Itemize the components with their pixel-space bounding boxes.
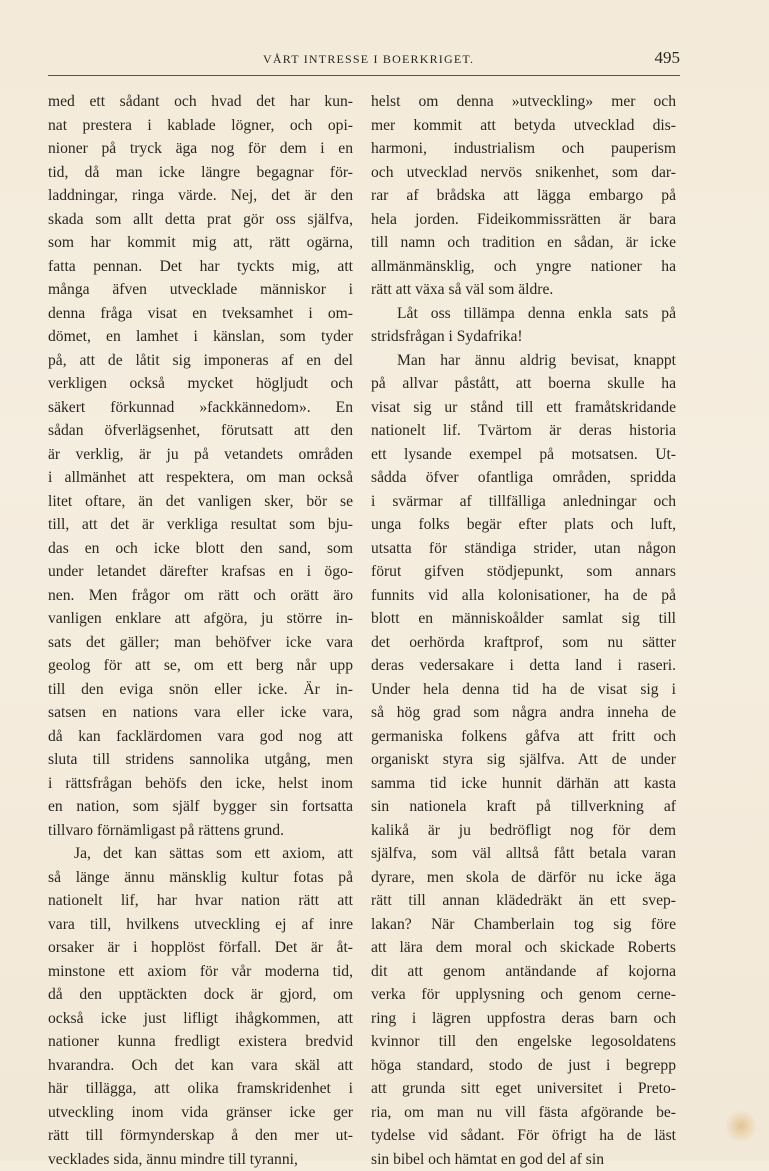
text-line: till, att det är verkliga resultat som bju- [48, 513, 353, 537]
text-line: stridsfrågan i Sydafrika! [371, 325, 676, 349]
text-line: allmänmänsklig, och yngre nationer ha [371, 255, 676, 279]
text-line: rätt till förmynderskap å den mer ut- [48, 1124, 353, 1148]
text-line: ring i lägren uppfostra deras barn och [371, 1007, 676, 1031]
text-line: unga folks begär efter plats och luft, [371, 513, 676, 537]
text-line: samma tid icke hunnit därhän att kasta [371, 772, 676, 796]
text-line: rätt att växa så väl som äldre. [371, 278, 676, 302]
text-line: das en och icke blott den sand, som [48, 537, 353, 561]
text-line: att grunda sitt eget universitet i Preto- [371, 1077, 676, 1101]
text-line: under letandet därefter krafsas en i ögo- [48, 560, 353, 584]
text-line: då kan facklärdomen vara god nog att [48, 725, 353, 749]
text-line: Man har ännu aldrig bevisat, knappt [371, 349, 676, 373]
text-line: germaniska folkens gåfva att fritt och [371, 725, 676, 749]
text-line: skada som allt detta prat gör oss själfva, [48, 208, 353, 232]
text-line: kvinnor till den engelske legosoldatens [371, 1030, 676, 1054]
text-line: och utvecklad nervös snikenhet, som dar- [371, 161, 676, 185]
text-line: med ett sådant och hvad det har kun- [48, 90, 353, 114]
text-line: rätt till annan klädedräkt än ett svep- [371, 889, 676, 913]
text-line: sin nationela kraft på tillverkning af [371, 795, 676, 819]
text-line: sin bibel och hämtat en god del af sin [371, 1148, 676, 1171]
text-line: själfva, som väl alltså fått betala varan [371, 842, 676, 866]
text-line: organiskt styra sig själfva. Att de under [371, 748, 676, 772]
text-line: hela jorden. Fideikommissrätten är bara [371, 208, 676, 232]
text-line: dit att genom antändande af kojorna [371, 960, 676, 984]
text-line: nat prestera i kablade lögner, och opi- [48, 114, 353, 138]
text-line: funnits vid alla kolonisationer, ha de på [371, 584, 676, 608]
text-line: tydelse vid sådant. För öfrigt ha de läst [371, 1124, 676, 1148]
page-number: 495 [655, 48, 681, 68]
text-line: en nation, som själf bygger sin fortsatta [48, 795, 353, 819]
text-line: sådda öfver ofantliga områden, spridda [371, 466, 676, 490]
text-line: många äfven utvecklade människor i [48, 278, 353, 302]
text-line: i allmänhet att respektera, om man också [48, 466, 353, 490]
text-line: sats det gäller; man behöfver icke vara [48, 631, 353, 655]
text-line: till namn och tradition en sådan, är icke [371, 231, 676, 255]
text-line: orsaker är i hopplöst förfall. Det är åt- [48, 936, 353, 960]
text-line: att lära dem moral och skickade Roberts [371, 936, 676, 960]
text-line: kalikå är ju bedröfligt nog för dem [371, 819, 676, 843]
text-line: nationelt lif, har hvar nation rätt att [48, 889, 353, 913]
text-line: Låt oss tillämpa denna enkla sats på [371, 302, 676, 326]
text-line: lakan? När Chamberlain tog sig före [371, 913, 676, 937]
text-line: ria, om man nu vill fästa afgörande be- [371, 1101, 676, 1125]
text-line: dömet, en lamhet i känslan, som tyder [48, 325, 353, 349]
text-line: på allvar påstått, att boerna skulle ha [371, 372, 676, 396]
text-line: nationelt lif. Tvärtom är deras historia [371, 419, 676, 443]
left-column [48, 90, 353, 1171]
text-line: vecklades sida, ännu mindre till tyranni, [48, 1148, 353, 1171]
text-line: minstone ett axiom för vår moderna tid, [48, 960, 353, 984]
text-line: i rättsfrågan behöfs den icke, helst inom [48, 772, 353, 796]
text-line: så hög grad som några andra inneha de [371, 701, 676, 725]
text-line: sådan öfverlägsenhet, förutsatt att den [48, 419, 353, 443]
text-line: också icke just lifligt ihågkommen, att [48, 1007, 353, 1031]
text-line: satsen en nations vara eller icke vara, [48, 701, 353, 725]
text-line: vara till, hvilkens utveckling ej af inre [48, 913, 353, 937]
text-line: mer kommit att betyda utvecklad dis- [371, 114, 676, 138]
text-line: utveckling inom vida gränser icke ger [48, 1101, 353, 1125]
text-line: säkert förkunnad »fackkännedom». En [48, 396, 353, 420]
header-title: VÅRT INTRESSE I BOERKRIGET. [263, 52, 474, 67]
text-line: nioner på tryck äga nog för dem i en [48, 137, 353, 161]
text-line: vanligen enklare att afgöra, ju större in- [48, 607, 353, 631]
text-line: verka för upplysning och genom cerne- [371, 983, 676, 1007]
text-line: sluta till stridens sannolika utgång, men [48, 748, 353, 772]
text-line: då den upptäckten dock är gjord, om [48, 983, 353, 1007]
text-line: förut gifven stödjepunkt, som annars [371, 560, 676, 584]
running-header [48, 52, 680, 76]
text-line: Under hela denna tid ha de visat sig i [371, 678, 676, 702]
text-line: nen. Men frågor om rätt och orätt äro [48, 584, 353, 608]
text-line: denna fråga visat en tveksamhet i om- [48, 302, 353, 326]
text-line: geolog för att se, om ett berg når upp [48, 654, 353, 678]
text-line: till den eviga snön eller icke. Är in- [48, 678, 353, 702]
text-line: dyrare, men skola de därför nu icke äga [371, 866, 676, 890]
text-line: i svärmar af tillfälliga anledningar och [371, 490, 676, 514]
text-line: på, att de låtit sig imponeras af en del [48, 349, 353, 373]
text-line: tid, då man icke längre begagnar för- [48, 161, 353, 185]
text-line: tillvaro förnämligast på rättens grund. [48, 819, 353, 843]
text-line: som har kommit mig att, rätt ogärna, [48, 231, 353, 255]
text-line: hvarandra. Och det kan vara skäl att [48, 1054, 353, 1078]
text-line: visat sig ur stånd till ett framåtskridande [371, 396, 676, 420]
text-line: utsatta för ständiga strider, utan någon [371, 537, 676, 561]
right-column [371, 90, 676, 1171]
text-line: verkligen också mycket högljudt och [48, 372, 353, 396]
text-line: är verklig, är ju på vetandets områden [48, 443, 353, 467]
text-line: nationer kunna fredligt existera bredvid [48, 1030, 353, 1054]
text-line: det oerhörda kraftprof, som nu sätter [371, 631, 676, 655]
text-line: litet oftare, än det vanligen sker, bör se [48, 490, 353, 514]
text-line: fatta pennan. Det har tyckts mig, att [48, 255, 353, 279]
text-line: Ja, det kan sättas som ett axiom, att [48, 842, 353, 866]
text-line: helst om denna »utveckling» mer och [371, 90, 676, 114]
text-line: harmoni, industrialism och pauperism [371, 137, 676, 161]
text-line: laddningar, ringa värde. Nej, det är den [48, 184, 353, 208]
header-rule [48, 75, 680, 76]
paper-stain [723, 1111, 759, 1141]
text-line: ett lysande exempel på motsatsen. Ut- [371, 443, 676, 467]
text-line: här tillägga, att olika framskridenhet i [48, 1077, 353, 1101]
text-line: blott en människoålder samlat sig till [371, 607, 676, 631]
text-line: höga standard, stodo de just i begrepp [371, 1054, 676, 1078]
text-line: deras vedersakare i detta land i raseri. [371, 654, 676, 678]
text-line: så länge ännu mänsklig kultur fotas på [48, 866, 353, 890]
text-line: rar af brådska att lägga embargo på [371, 184, 676, 208]
